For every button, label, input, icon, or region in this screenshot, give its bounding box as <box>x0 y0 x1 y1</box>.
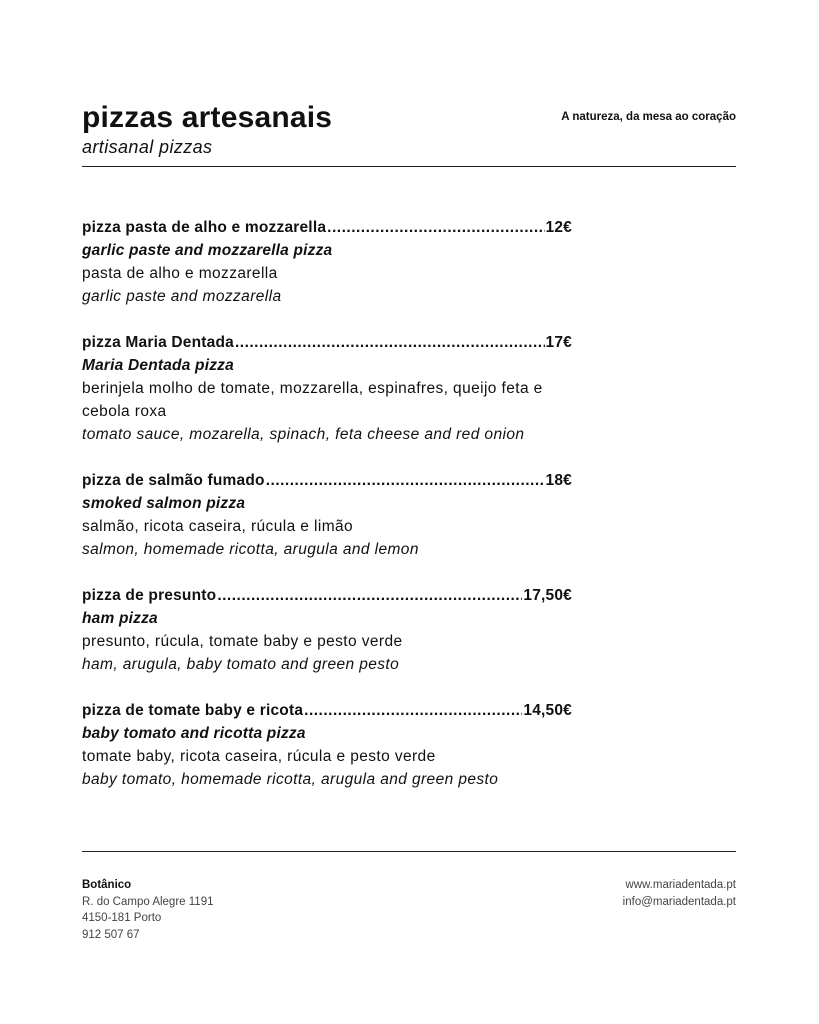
venue-name: Botânico <box>82 879 132 891</box>
menu-item-description-en: tomato sauce, mozarella, spinach, feta cheese and red onion <box>82 426 525 443</box>
menu-item-description-en: ham, arugula, baby tomato and green pesto <box>82 656 400 673</box>
dot-leader <box>266 469 545 492</box>
menu-item-english-name: smoked salmon pizza <box>82 495 246 512</box>
footer-divider <box>82 851 736 852</box>
dot-leader <box>304 699 522 722</box>
menu-item-price: 18€ <box>545 472 572 489</box>
dot-leader <box>327 216 544 239</box>
menu-item-description-en: baby tomato, homemade ricotta, arugula and green pesto <box>82 771 499 788</box>
phone-number: 912 507 67 <box>82 928 140 941</box>
menu-item-english-name: garlic paste and mozzarella pizza <box>82 242 333 259</box>
menu-item <box>82 331 572 446</box>
menu-item-name: pizza de salmão fumado <box>82 472 265 489</box>
menu-item-description-pt: presunto, rúcula, tomate baby e pesto verde <box>82 633 403 650</box>
page-subtitle: artisanal pizzas <box>82 137 213 157</box>
menu-item-name: pizza pasta de alho e mozzarella <box>82 219 327 236</box>
menu-item-english-name: baby tomato and ricotta pizza <box>82 725 306 742</box>
menu-item-description-pt: salmão, ricota caseira, rúcula e limão <box>82 518 354 535</box>
footer-contact <box>623 877 736 910</box>
menu-item <box>82 699 572 791</box>
menu-item-description-pt: pasta de alho e mozzarella <box>82 265 278 282</box>
menu-item-description-en: garlic paste and mozzarella <box>82 288 282 305</box>
email-link[interactable]: info@mariadentada.pt <box>622 895 736 908</box>
menu-item-description-en: salmon, homemade ricotta, arugula and lemon <box>82 541 419 558</box>
dot-leader <box>235 331 545 354</box>
website-link[interactable]: www.mariadentada.pt <box>625 879 736 891</box>
footer-address <box>82 877 213 943</box>
menu-item <box>82 216 572 308</box>
menu-item-price: 17,50€ <box>523 587 572 604</box>
menu-item-heading <box>82 584 572 607</box>
menu-item-heading <box>82 331 572 354</box>
address-line-2: 4150-181 Porto <box>82 912 162 924</box>
menu-item-price: 14,50€ <box>523 702 572 719</box>
menu-item-price: 17€ <box>545 334 572 351</box>
address-line-1: R. do Campo Alegre 1191 <box>82 895 214 908</box>
menu-item-description-pt: berinjela molho de tomate, mozzarella, espinafres, queijo feta e cebola roxa <box>82 380 543 420</box>
menu-item <box>82 469 572 561</box>
menu-item-name: pizza de presunto <box>82 587 217 604</box>
menu-item-heading <box>82 216 572 239</box>
menu-header <box>82 100 736 167</box>
menu-item-heading <box>82 469 572 492</box>
menu-item-heading <box>82 699 572 722</box>
menu-item-name: pizza Maria Dentada <box>82 334 234 351</box>
page-title: pizzas artesanais <box>82 101 333 134</box>
menu-item-english-name: Maria Dentada pizza <box>82 357 234 374</box>
menu-item-description-pt: tomate baby, ricota caseira, rúcula e pesto verde <box>82 748 436 765</box>
tagline: A natureza, da mesa ao coração <box>561 111 736 123</box>
menu-item-english-name: ham pizza <box>82 610 158 627</box>
menu-item-price: 12€ <box>545 219 572 236</box>
menu-list <box>82 216 572 814</box>
dot-leader <box>217 584 522 607</box>
menu-item <box>82 584 572 676</box>
menu-item-name: pizza de tomate baby e ricota <box>82 702 304 719</box>
